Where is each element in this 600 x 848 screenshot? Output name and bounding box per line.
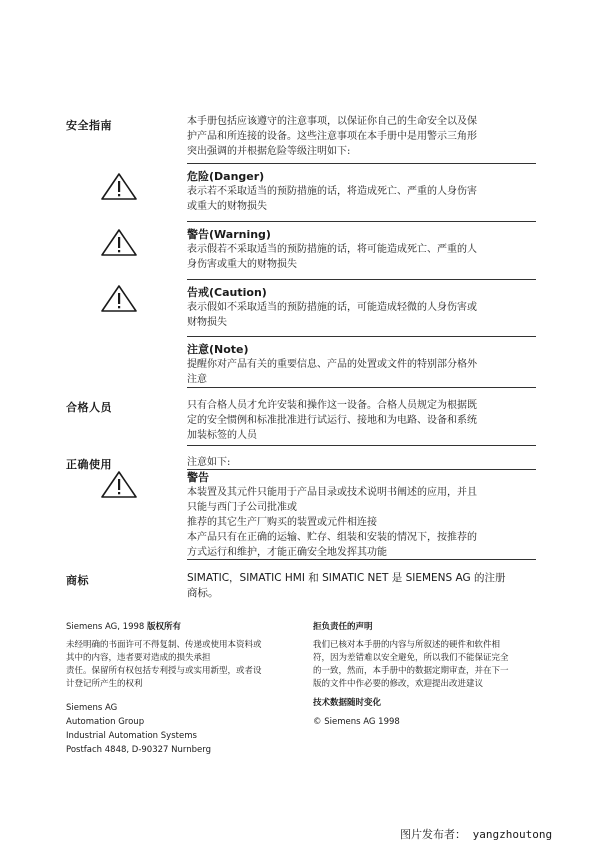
correct-use-block — [187, 471, 547, 560]
correct-use-label: 正确使用 — [66, 458, 112, 471]
warning-line: 表示假若不采取适当的预防措施的话，将可能造成死亡、严重的人 — [187, 244, 477, 255]
disclaimer-text: 符，因为差错难以安全避免，所以我们不能保证完全 — [313, 653, 509, 663]
footer-right — [313, 620, 553, 729]
address-line: Postfach 4848, D-90327 Nurnberg — [66, 745, 211, 755]
correct-use-line: 方式运行和维护，才能正确安全地发挥其功能 — [187, 547, 387, 558]
trademark-label: 商标 — [66, 574, 89, 587]
safety-intro-line: 本手册包括应该遵守的注意事项，以保证你自己的生命安全以及保 — [187, 116, 477, 127]
address-line: Automation Group — [66, 717, 145, 727]
caution-title: 告戒(Caution) — [187, 286, 267, 299]
address-line: Industrial Automation Systems — [66, 731, 197, 741]
correct-use-line: 只能与西门子公司批准或 — [187, 502, 297, 513]
footer-left — [66, 620, 306, 757]
copyright-text: 其中的内容，违者要对造成的损失承担 — [66, 653, 211, 663]
safety-intro-line: 突出强调的并根据危险等级注明如下: — [187, 146, 351, 157]
warning-line: 身伤害或重大的财物损失 — [187, 259, 297, 270]
qualified-line: 加装标签的人员 — [187, 430, 257, 441]
safety-intro-line: 护产品和所连接的设备。这些注意事项在本手册中是用警示三角形 — [187, 131, 477, 142]
divider — [187, 336, 536, 337]
danger-title: 危险(Danger) — [187, 170, 265, 183]
disclaimer-text: 的一致，然而，本手册中的数据定期审查，并在下一 — [313, 666, 509, 676]
copyright-text: 未经明确的书面许可不得复制、传递或使用本资料或 — [66, 640, 262, 650]
disclaimer-title: 拒负责任的声明 — [313, 622, 373, 632]
correct-use-line: 本产品只有在正确的运输、贮存、组装和安装的情况下，按推荐的 — [187, 532, 477, 543]
warning-triangle-icon — [99, 171, 139, 201]
safety-intro — [187, 114, 547, 159]
copyright-short: © Siemens AG 1998 — [313, 717, 400, 727]
divider — [187, 445, 536, 446]
note-line: 注意 — [187, 374, 207, 385]
qualified-text — [187, 398, 547, 443]
warning-triangle-icon — [99, 227, 139, 257]
danger-block — [187, 170, 547, 214]
warning-triangle-icon — [99, 469, 139, 499]
caution-block — [187, 286, 547, 330]
note-block — [187, 343, 547, 387]
disclaimer-text: 我们已核对本手册的内容与所叙述的硬件和软件相 — [313, 640, 501, 650]
correct-use-title: 警告 — [187, 471, 209, 484]
correct-use-intro: 注意如下: — [187, 457, 231, 468]
trademark-text — [187, 571, 547, 601]
divider — [187, 387, 536, 388]
correct-use-line: 推荐的其它生产厂购买的装置或元件相连接 — [187, 517, 377, 528]
divider — [187, 279, 536, 280]
disclaimer-text: 版的文件中作必要的修改，欢迎提出改进建议 — [313, 679, 484, 689]
divider — [187, 559, 536, 560]
warning-block — [187, 228, 547, 272]
correct-use-line: 本装置及其元件只能用于产品目录或技术说明书阐述的应用，并且 — [187, 487, 477, 498]
subject-to-change: 技术数据随时变化 — [313, 698, 382, 708]
divider — [187, 221, 536, 222]
image-credit: 图片发布者： yangzhoutong — [400, 828, 553, 841]
trademark-line: 商标。 — [187, 587, 219, 599]
danger-line: 或重大的财物损失 — [187, 201, 267, 212]
caution-line: 表示假如不采取适当的预防措施的话，可能造成轻微的人身伤害或 — [187, 302, 477, 313]
note-line: 提醒你对产品有关的重要信息、产品的处置或文件的特别部分格外 — [187, 359, 477, 370]
address-line: Siemens AG — [66, 703, 118, 713]
qualified-line: 定的安全惯例和标准批准进行试运行、接地和为电路、设备和系统 — [187, 415, 477, 426]
qualified-label: 合格人员 — [66, 401, 112, 414]
copyright-line: Siemens AG, 1998 版权所有 — [66, 622, 182, 632]
copyright-text: 责任。保留所有权包括专利授与或实用新型，或者设 — [66, 666, 262, 676]
danger-line: 表示若不采取适当的预防措施的话，将造成死亡、严重的人身伤害 — [187, 186, 477, 197]
trademark-line: SIMATIC，SIMATIC HMI 和 SIMATIC NET 是 SIEMENS AG 的注册 — [187, 572, 506, 584]
caution-line: 财物损失 — [187, 317, 227, 328]
divider — [187, 163, 536, 164]
safety-label: 安全指南 — [66, 119, 112, 132]
copyright-text: 计登记所产生的权利 — [66, 679, 143, 689]
qualified-line: 只有合格人员才允许安装和操作这一设备。合格人员规定为根据既 — [187, 400, 477, 411]
warning-title: 警告(Warning) — [187, 228, 271, 241]
warning-triangle-icon — [99, 283, 139, 313]
divider — [187, 469, 536, 470]
note-title: 注意(Note) — [187, 343, 249, 356]
